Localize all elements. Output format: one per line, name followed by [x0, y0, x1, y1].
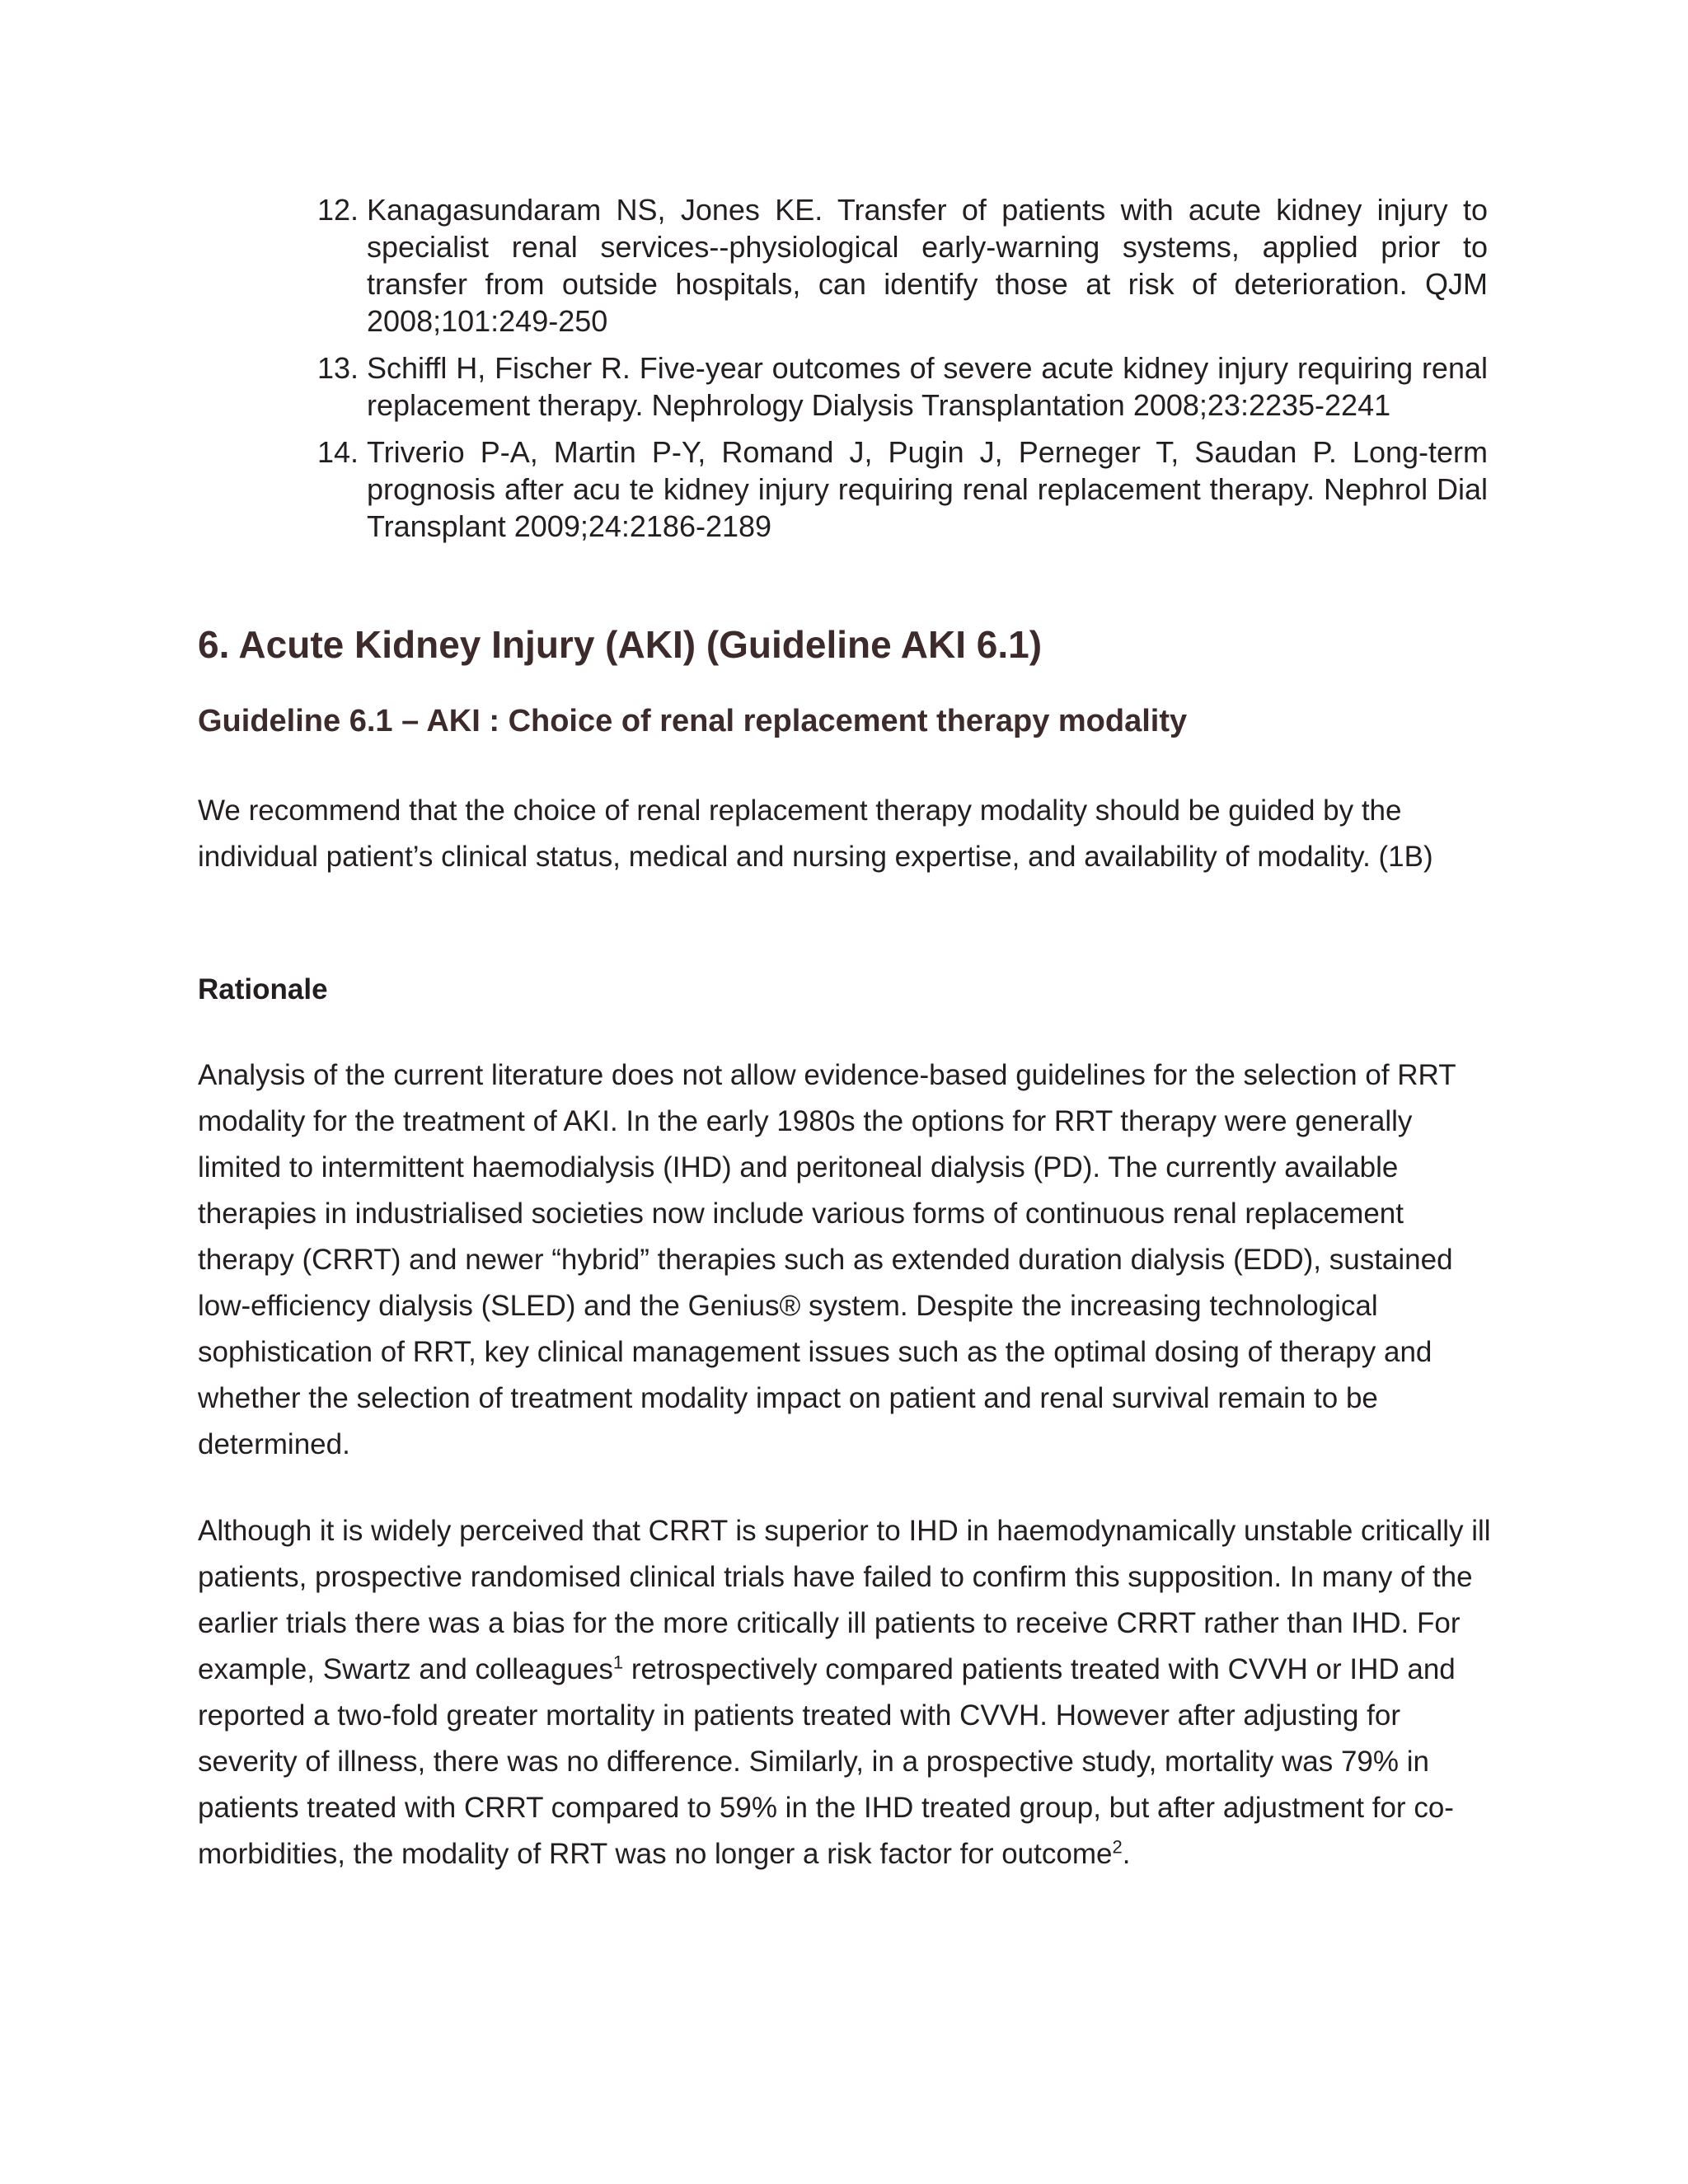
- reference-text: Triverio P-A, Martin P-Y, Romand J, Pugin J, Perneger T, Saudan P. Long-term prognosis after acu te kidney injury requiring renal replacement therapy. Nephrol Dial Transplant 2009;24:2186-2189: [367, 435, 1488, 543]
- reference-number: 13.: [317, 351, 359, 385]
- reference-item: [317, 349, 1488, 424]
- rationale-heading: Rationale: [198, 973, 328, 1005]
- rationale-paragraph-2-text: retrospectively compared patients treated with CVVH or IHD and reported a two-fold greater mortality in patients treated with CVVH. However after adjusting for severity of illness, there was no difference. Similarly, in a prospective study, mortality was 79% in patients treated with CRRT compared to 59% in the IHD treated group, but after adjustment for co-morbidities, the modality of RRT was no longer a risk factor for outcome: [198, 1653, 1456, 1870]
- reference-list: [317, 191, 1488, 555]
- rationale-paragraph-2: [198, 1508, 1496, 1877]
- rationale-paragraph-2-text: .: [1122, 1838, 1131, 1870]
- citation-superscript: 2: [1112, 1836, 1123, 1858]
- reference-item: [317, 434, 1488, 545]
- reference-number: 12.: [317, 193, 359, 227]
- reference-text: Schiffl H, Fischer R. Five-year outcomes of severe acute kidney injury requiring renal replacement therapy. Nephrology Dialysis Transplantation 2008;23:2235-2241: [367, 351, 1488, 422]
- rationale-paragraph-1: Analysis of the current literature does not allow evidence-based guidelines for the selection of RRT modality for the treatment of AKI. In the early 1980s the options for RRT therapy were generally limited to intermittent haemodialysis (IHD) and peritoneal dialysis (PD). The currently available therapies in industrialised societies now include various forms of continuous renal replacement therapy (CRRT) and newer “hybrid” therapies such as extended duration dialysis (EDD), sustained low-efficiency dialysis (SLED) and the Genius® system. Despite the increasing technological sophistication of RRT, key clinical management issues such as the optimal dosing of therapy and whether the selection of treatment modality impact on patient and renal survival remain to be determined.: [198, 1059, 1456, 1460]
- reference-number: 14.: [317, 435, 359, 469]
- section-heading: 6. Acute Kidney Injury (AKI) (Guideline AKI 6.1): [198, 623, 1043, 666]
- reference-text: Kanagasundaram NS, Jones KE. Transfer of patients with acute kidney injury to specialist renal services--physiological early-warning systems, applied prior to transfer from outside hospitals, can identify those at risk of deterioration. QJM 2008;101:249-250: [367, 193, 1488, 338]
- citation-superscript: 1: [612, 1652, 624, 1673]
- recommendation-paragraph: We recommend that the choice of renal replacement therapy modality should be guided by the individual patient’s clinical status, medical and nursing expertise, and availability of modality. (1B): [198, 794, 1433, 873]
- reference-item: [317, 191, 1488, 340]
- guideline-heading: Guideline 6.1 – AKI : Choice of renal replacement therapy modality: [198, 704, 1188, 738]
- rationale-paragraph-2-text: Although it is widely perceived that CRRT is superior to IHD in haemodynamically unstable critically ill patients, prospective randomised clinical trials have failed to confirm this supposition. In many of the earlier trials there was a bias for the more critically ill patients to receive CRRT rather than IHD. For example, Swartz and colleagues: [198, 1515, 1491, 1685]
